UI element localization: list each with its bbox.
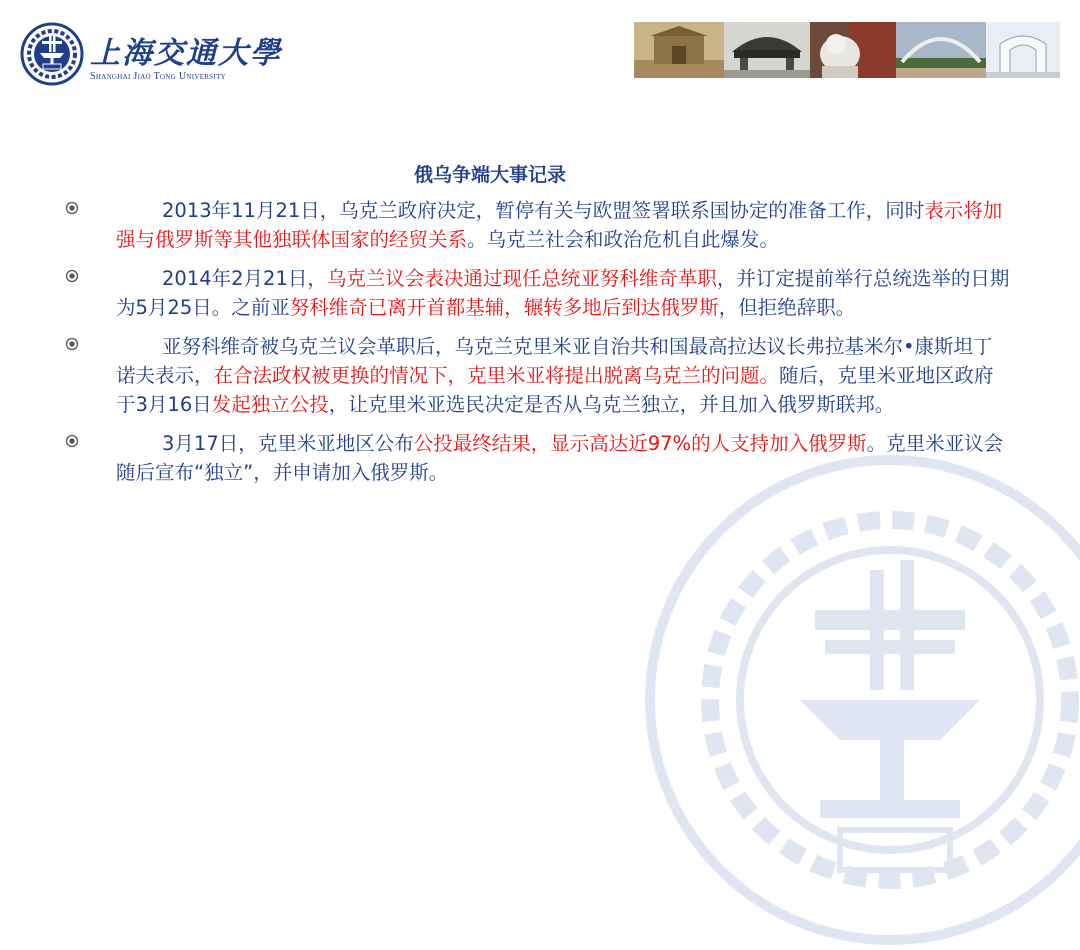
- bullet-icon: [64, 433, 80, 449]
- text-run: 亚努科维奇被乌克兰议会革职后，乌克兰克里米亚自治共和国最高拉达议长弗拉基米尔•康斯坦丁诺夫表示，: [116, 335, 993, 387]
- highlighted-text: 乌克兰议会表决通过现任总统亚努科维奇革职: [326, 267, 717, 290]
- text-run: 随后，克里米亚地区政府于3月16日: [116, 364, 994, 416]
- highlighted-text: 发起独立公投: [211, 393, 329, 416]
- text-run: ，并订定提前举行总统选举的日期为5月25日。之前亚: [116, 267, 1010, 319]
- university-name-cn: 上海交通大學: [90, 36, 282, 71]
- university-logo: [20, 22, 280, 86]
- list-item: [60, 332, 1010, 419]
- slide-title: 俄乌争端大事记录: [413, 164, 566, 186]
- text-run: 2014年2月21日，: [162, 267, 327, 290]
- stone-lion-photo: [810, 22, 896, 78]
- event-paragraph: [116, 264, 1010, 322]
- list-item: [60, 429, 1010, 487]
- event-paragraph: [116, 332, 1010, 419]
- text-run: 3月17日，克里米亚地区公布: [162, 432, 414, 455]
- highlighted-text: 公投最终结果，显示高达近97%的人支持加入俄罗斯: [413, 432, 867, 455]
- campus-photo-banner: [634, 22, 1060, 78]
- text-run: 2013年11月21日，乌克兰政府决定，暂停有关与欧盟签署联系国协定的准备工作，同时: [162, 199, 925, 222]
- sjtu-emblem-icon: [20, 22, 84, 86]
- text-run: ，让克里米亚选民决定是否从乌克兰独立，并且加入俄罗斯联邦。: [328, 393, 895, 416]
- bullet-icon: [64, 336, 80, 352]
- arch-bridge-photo: [896, 22, 986, 78]
- campus-gate-photo: [724, 22, 810, 78]
- bullet-icon: [64, 268, 80, 284]
- text-run: 。乌克兰社会和政治危机自此爆发。: [467, 228, 780, 251]
- event-list: [60, 196, 1010, 497]
- university-name-en: Shanghai Jiao Tong University: [90, 71, 227, 82]
- text-run: 。克里米亚议会随后宣布“独立”，并申请加入俄罗斯。: [116, 432, 1004, 484]
- white-arch-photo: [986, 22, 1060, 78]
- bullet-icon: [64, 200, 80, 216]
- event-paragraph: [116, 196, 1010, 254]
- text-run: ，但拒绝辞职。: [718, 296, 856, 319]
- list-item: [60, 264, 1010, 322]
- highlighted-text: 在合法政权被更换的情况下，克里米亚将提出脱离乌克兰的问题。: [213, 364, 780, 387]
- sjtu-watermark-emblem: [640, 450, 1080, 950]
- old-gate-photo: [634, 22, 724, 78]
- highlighted-text: 努科维奇已离开首都基辅，辗转多地后到达俄罗斯: [289, 296, 719, 319]
- highlighted-text: 表示将加强与俄罗斯等其他独联体国家的经贸关系: [116, 199, 1003, 251]
- list-item: [60, 196, 1010, 254]
- event-paragraph: [116, 429, 1010, 487]
